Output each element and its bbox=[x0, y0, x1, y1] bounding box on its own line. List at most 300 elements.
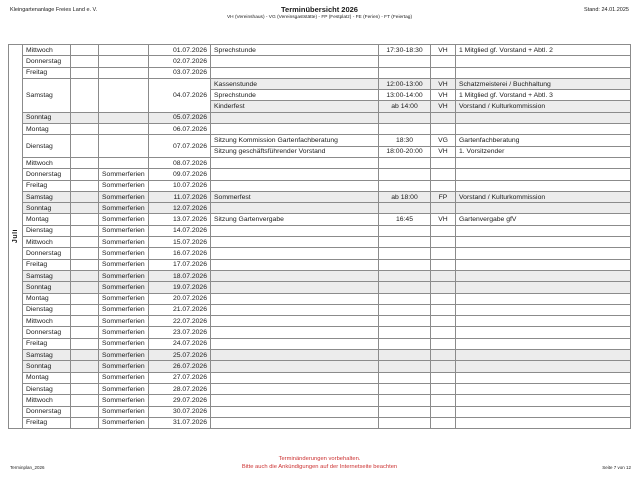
ferien-cell bbox=[99, 45, 149, 56]
ferien-cell: Sommerferien bbox=[99, 338, 149, 349]
event-cell: Sprechstunde bbox=[211, 45, 379, 56]
spacer-cell bbox=[71, 124, 99, 135]
spacer-cell bbox=[71, 180, 99, 191]
ferien-cell: Sommerferien bbox=[99, 361, 149, 372]
date-cell: 13.07.2026 bbox=[149, 214, 211, 225]
day-cell: Dienstag bbox=[23, 304, 71, 315]
day-cell: Sonntag bbox=[23, 203, 71, 214]
date-cell: 11.07.2026 bbox=[149, 191, 211, 202]
event-cell: Sitzung Kommission Gartenfachberatung bbox=[211, 135, 379, 146]
time-cell: 16:45 bbox=[379, 214, 431, 225]
responsible-cell bbox=[456, 338, 631, 349]
change-notice bbox=[0, 456, 639, 471]
ferien-cell: Sommerferien bbox=[99, 406, 149, 417]
time-cell bbox=[379, 157, 431, 168]
time-cell bbox=[379, 225, 431, 236]
spacer-cell bbox=[71, 338, 99, 349]
day-cell: Mittwoch bbox=[23, 316, 71, 327]
day-cell: Montag bbox=[23, 372, 71, 383]
spacer-cell bbox=[71, 157, 99, 168]
responsible-cell bbox=[456, 316, 631, 327]
date-cell: 24.07.2026 bbox=[149, 338, 211, 349]
schedule-row bbox=[9, 383, 631, 394]
day-cell: Samstag bbox=[23, 270, 71, 281]
day-cell: Freitag bbox=[23, 417, 71, 428]
location-cell bbox=[431, 395, 456, 406]
ferien-cell: Sommerferien bbox=[99, 237, 149, 248]
location-cell bbox=[431, 225, 456, 236]
date-cell: 09.07.2026 bbox=[149, 169, 211, 180]
schedule-row bbox=[9, 135, 631, 146]
time-cell bbox=[379, 361, 431, 372]
event-cell: Kinderfest bbox=[211, 101, 379, 112]
responsible-cell bbox=[456, 304, 631, 315]
schedule-row bbox=[9, 350, 631, 361]
location-cell bbox=[431, 259, 456, 270]
location-cell: VH bbox=[431, 90, 456, 101]
location-cell bbox=[431, 248, 456, 259]
schedule-row bbox=[9, 395, 631, 406]
day-cell: Samstag bbox=[23, 78, 71, 112]
date-cell: 01.07.2026 bbox=[149, 45, 211, 56]
day-cell: Freitag bbox=[23, 338, 71, 349]
schedule-row bbox=[9, 304, 631, 315]
schedule-row bbox=[9, 112, 631, 123]
day-cell: Dienstag bbox=[23, 383, 71, 394]
event-cell bbox=[211, 203, 379, 214]
date-cell: 31.07.2026 bbox=[149, 417, 211, 428]
responsible-cell bbox=[456, 67, 631, 78]
schedule-row bbox=[9, 237, 631, 248]
spacer-cell bbox=[71, 214, 99, 225]
document-header bbox=[0, 5, 639, 20]
day-cell: Sonntag bbox=[23, 112, 71, 123]
event-cell: Sitzung Gartenvergabe bbox=[211, 214, 379, 225]
event-cell bbox=[211, 180, 379, 191]
event-cell: Sitzung geschäftsführender Vorstand bbox=[211, 146, 379, 157]
spacer-cell bbox=[71, 417, 99, 428]
schedule-row bbox=[9, 293, 631, 304]
spacer-cell bbox=[71, 327, 99, 338]
date-cell: 17.07.2026 bbox=[149, 259, 211, 270]
spacer-cell bbox=[71, 395, 99, 406]
location-cell bbox=[431, 383, 456, 394]
day-cell: Mittwoch bbox=[23, 395, 71, 406]
time-cell bbox=[379, 316, 431, 327]
ferien-cell: Sommerferien bbox=[99, 259, 149, 270]
date-cell: 03.07.2026 bbox=[149, 67, 211, 78]
location-cell bbox=[431, 157, 456, 168]
ferien-cell: Sommerferien bbox=[99, 327, 149, 338]
day-cell: Freitag bbox=[23, 67, 71, 78]
event-cell bbox=[211, 406, 379, 417]
location-cell bbox=[431, 67, 456, 78]
legend-subtitle: VH (Vereinshaus) - VG (Vereinsgaststätte) - FP (Festplatz) - FE (Ferien) - FT (Feiertag) bbox=[226, 15, 413, 20]
schedule-row bbox=[9, 169, 631, 180]
ferien-cell: Sommerferien bbox=[99, 180, 149, 191]
date-cell: 02.07.2026 bbox=[149, 56, 211, 67]
schedule-table bbox=[8, 44, 631, 429]
spacer-cell bbox=[71, 259, 99, 270]
day-cell: Donnerstag bbox=[23, 169, 71, 180]
event-cell: Kassenstunde bbox=[211, 78, 379, 89]
responsible-cell bbox=[456, 293, 631, 304]
responsible-cell bbox=[456, 180, 631, 191]
day-cell: Donnerstag bbox=[23, 56, 71, 67]
schedule-row bbox=[9, 214, 631, 225]
time-cell: 13:00-14:00 bbox=[379, 90, 431, 101]
schedule-row bbox=[9, 191, 631, 202]
responsible-cell: Vorstand / Kulturkommission bbox=[456, 101, 631, 112]
location-cell bbox=[431, 124, 456, 135]
responsible-cell bbox=[456, 259, 631, 270]
spacer-cell bbox=[71, 112, 99, 123]
event-cell bbox=[211, 372, 379, 383]
schedule-row bbox=[9, 361, 631, 372]
responsible-cell bbox=[456, 157, 631, 168]
ferien-cell bbox=[99, 157, 149, 168]
day-cell: Samstag bbox=[23, 350, 71, 361]
spacer-cell bbox=[71, 293, 99, 304]
day-cell: Mittwoch bbox=[23, 237, 71, 248]
day-cell: Dienstag bbox=[23, 225, 71, 236]
date-cell: 18.07.2026 bbox=[149, 270, 211, 281]
time-cell bbox=[379, 383, 431, 394]
event-cell bbox=[211, 248, 379, 259]
location-cell bbox=[431, 56, 456, 67]
time-cell: 12:00-13:00 bbox=[379, 78, 431, 89]
responsible-cell: Gartenfachberatung bbox=[456, 135, 631, 146]
responsible-cell bbox=[456, 395, 631, 406]
event-cell bbox=[211, 67, 379, 78]
spacer-cell bbox=[71, 372, 99, 383]
stand-date: Stand: 24.01.2025 bbox=[584, 7, 629, 13]
spacer-cell bbox=[71, 361, 99, 372]
schedule-row bbox=[9, 417, 631, 428]
date-cell: 12.07.2026 bbox=[149, 203, 211, 214]
location-cell bbox=[431, 237, 456, 248]
responsible-cell: Vorstand / Kulturkommission bbox=[456, 191, 631, 202]
responsible-cell bbox=[456, 372, 631, 383]
ferien-cell: Sommerferien bbox=[99, 225, 149, 236]
responsible-cell bbox=[456, 124, 631, 135]
responsible-cell bbox=[456, 406, 631, 417]
responsible-cell bbox=[456, 169, 631, 180]
time-cell bbox=[379, 180, 431, 191]
ferien-cell: Sommerferien bbox=[99, 214, 149, 225]
time-cell bbox=[379, 406, 431, 417]
notice-line-1: Terminänderungen vorbehalten. bbox=[278, 456, 361, 462]
time-cell: ab 18:00 bbox=[379, 191, 431, 202]
responsible-cell bbox=[456, 383, 631, 394]
ferien-cell bbox=[99, 124, 149, 135]
date-cell: 28.07.2026 bbox=[149, 383, 211, 394]
ferien-cell bbox=[99, 78, 149, 112]
spacer-cell bbox=[71, 270, 99, 281]
location-cell bbox=[431, 169, 456, 180]
notice-line-2: Bitte auch die Ankündigungen auf der Internetseite beachten bbox=[241, 463, 398, 470]
time-cell bbox=[379, 270, 431, 281]
schedule-row bbox=[9, 248, 631, 259]
schedule-row bbox=[9, 406, 631, 417]
date-cell: 04.07.2026 bbox=[149, 78, 211, 112]
time-cell bbox=[379, 248, 431, 259]
date-cell: 23.07.2026 bbox=[149, 327, 211, 338]
ferien-cell: Sommerferien bbox=[99, 372, 149, 383]
ferien-cell: Sommerferien bbox=[99, 383, 149, 394]
event-cell bbox=[211, 237, 379, 248]
schedule-row bbox=[9, 203, 631, 214]
responsible-cell bbox=[456, 350, 631, 361]
ferien-cell: Sommerferien bbox=[99, 169, 149, 180]
date-cell: 29.07.2026 bbox=[149, 395, 211, 406]
date-cell: 27.07.2026 bbox=[149, 372, 211, 383]
date-cell: 16.07.2026 bbox=[149, 248, 211, 259]
date-cell: 08.07.2026 bbox=[149, 157, 211, 168]
spacer-cell bbox=[71, 237, 99, 248]
day-cell: Montag bbox=[23, 293, 71, 304]
time-cell bbox=[379, 124, 431, 135]
schedule-row bbox=[9, 124, 631, 135]
date-cell: 14.07.2026 bbox=[149, 225, 211, 236]
schedule-row bbox=[9, 270, 631, 281]
date-cell: 07.07.2026 bbox=[149, 135, 211, 158]
event-cell bbox=[211, 225, 379, 236]
date-cell: 22.07.2026 bbox=[149, 316, 211, 327]
spacer-cell bbox=[71, 282, 99, 293]
location-cell bbox=[431, 406, 456, 417]
event-cell bbox=[211, 361, 379, 372]
event-cell bbox=[211, 157, 379, 168]
spacer-cell bbox=[71, 225, 99, 236]
day-cell: Donnerstag bbox=[23, 248, 71, 259]
location-cell bbox=[431, 338, 456, 349]
location-cell bbox=[431, 327, 456, 338]
event-cell bbox=[211, 350, 379, 361]
schedule-row bbox=[9, 78, 631, 89]
date-cell: 19.07.2026 bbox=[149, 282, 211, 293]
event-cell bbox=[211, 327, 379, 338]
ferien-cell: Sommerferien bbox=[99, 282, 149, 293]
responsible-cell bbox=[456, 282, 631, 293]
day-cell: Montag bbox=[23, 214, 71, 225]
month-label-text: Juli bbox=[12, 228, 19, 243]
schedule-row bbox=[9, 56, 631, 67]
responsible-cell bbox=[456, 327, 631, 338]
spacer-cell bbox=[71, 67, 99, 78]
date-cell: 06.07.2026 bbox=[149, 124, 211, 135]
time-cell: 18:00-20:00 bbox=[379, 146, 431, 157]
spacer-cell bbox=[71, 45, 99, 56]
schedule-row bbox=[9, 180, 631, 191]
time-cell: 17:30-18:30 bbox=[379, 45, 431, 56]
location-cell: VG bbox=[431, 135, 456, 146]
location-cell: VH bbox=[431, 214, 456, 225]
schedule-row bbox=[9, 67, 631, 78]
location-cell bbox=[431, 417, 456, 428]
location-cell bbox=[431, 372, 456, 383]
day-cell: Dienstag bbox=[23, 135, 71, 158]
time-cell bbox=[379, 56, 431, 67]
spacer-cell bbox=[71, 383, 99, 394]
date-cell: 20.07.2026 bbox=[149, 293, 211, 304]
time-cell bbox=[379, 282, 431, 293]
time-cell bbox=[379, 417, 431, 428]
responsible-cell: Schatzmeisterei / Buchhaltung bbox=[456, 78, 631, 89]
responsible-cell: 1 Mitglied gf. Vorstand + Abtl. 3 bbox=[456, 90, 631, 101]
day-cell: Donnerstag bbox=[23, 406, 71, 417]
spacer-cell bbox=[71, 350, 99, 361]
date-cell: 30.07.2026 bbox=[149, 406, 211, 417]
location-cell bbox=[431, 270, 456, 281]
responsible-cell bbox=[456, 248, 631, 259]
event-cell bbox=[211, 259, 379, 270]
location-cell: VH bbox=[431, 78, 456, 89]
event-cell bbox=[211, 383, 379, 394]
location-cell: FP bbox=[431, 191, 456, 202]
responsible-cell: 1. Vorsitzender bbox=[456, 146, 631, 157]
schedule-row bbox=[9, 316, 631, 327]
day-cell: Donnerstag bbox=[23, 327, 71, 338]
event-cell bbox=[211, 338, 379, 349]
event-cell bbox=[211, 124, 379, 135]
day-cell: Freitag bbox=[23, 180, 71, 191]
ferien-cell: Sommerferien bbox=[99, 203, 149, 214]
ferien-cell: Sommerferien bbox=[99, 191, 149, 202]
event-cell bbox=[211, 316, 379, 327]
event-cell bbox=[211, 417, 379, 428]
schedule-row bbox=[9, 372, 631, 383]
day-cell: Sonntag bbox=[23, 282, 71, 293]
day-cell: Sonntag bbox=[23, 361, 71, 372]
ferien-cell: Sommerferien bbox=[99, 270, 149, 281]
time-cell bbox=[379, 259, 431, 270]
spacer-cell bbox=[71, 135, 99, 158]
spacer-cell bbox=[71, 304, 99, 315]
day-cell: Montag bbox=[23, 124, 71, 135]
spacer-cell bbox=[71, 56, 99, 67]
time-cell bbox=[379, 338, 431, 349]
date-cell: 26.07.2026 bbox=[149, 361, 211, 372]
spacer-cell bbox=[71, 78, 99, 112]
responsible-cell: Gartenvergabe gfV bbox=[456, 214, 631, 225]
location-cell bbox=[431, 361, 456, 372]
location-cell bbox=[431, 180, 456, 191]
date-cell: 10.07.2026 bbox=[149, 180, 211, 191]
time-cell bbox=[379, 304, 431, 315]
time-cell bbox=[379, 395, 431, 406]
date-cell: 25.07.2026 bbox=[149, 350, 211, 361]
schedule-row bbox=[9, 225, 631, 236]
event-cell bbox=[211, 293, 379, 304]
responsible-cell bbox=[456, 56, 631, 67]
ferien-cell: Sommerferien bbox=[99, 304, 149, 315]
event-cell bbox=[211, 56, 379, 67]
schedule-row bbox=[9, 282, 631, 293]
time-cell bbox=[379, 293, 431, 304]
page-title: Terminübersicht 2026 bbox=[281, 5, 358, 14]
time-cell bbox=[379, 169, 431, 180]
file-name: Terminplan_2026 bbox=[10, 465, 45, 470]
time-cell bbox=[379, 67, 431, 78]
responsible-cell bbox=[456, 237, 631, 248]
ferien-cell bbox=[99, 67, 149, 78]
ferien-cell: Sommerferien bbox=[99, 316, 149, 327]
schedule-body bbox=[9, 45, 631, 429]
location-cell bbox=[431, 304, 456, 315]
time-cell bbox=[379, 237, 431, 248]
responsible-cell: 1 Mitglied gf. Vorstand + Abtl. 2 bbox=[456, 45, 631, 56]
ferien-cell: Sommerferien bbox=[99, 395, 149, 406]
ferien-cell: Sommerferien bbox=[99, 417, 149, 428]
ferien-cell bbox=[99, 56, 149, 67]
responsible-cell bbox=[456, 270, 631, 281]
time-cell bbox=[379, 112, 431, 123]
event-cell bbox=[211, 304, 379, 315]
spacer-cell bbox=[71, 248, 99, 259]
day-cell: Freitag bbox=[23, 259, 71, 270]
day-cell: Samstag bbox=[23, 191, 71, 202]
spacer-cell bbox=[71, 316, 99, 327]
schedule-row bbox=[9, 157, 631, 168]
month-label bbox=[9, 45, 23, 429]
event-cell bbox=[211, 395, 379, 406]
day-cell: Mittwoch bbox=[23, 45, 71, 56]
schedule-row bbox=[9, 45, 631, 56]
event-cell: Sprechstunde bbox=[211, 90, 379, 101]
responsible-cell bbox=[456, 112, 631, 123]
spacer-cell bbox=[71, 203, 99, 214]
event-cell bbox=[211, 270, 379, 281]
spacer-cell bbox=[71, 191, 99, 202]
responsible-cell bbox=[456, 361, 631, 372]
schedule-row bbox=[9, 338, 631, 349]
location-cell bbox=[431, 316, 456, 327]
location-cell bbox=[431, 282, 456, 293]
ferien-cell: Sommerferien bbox=[99, 293, 149, 304]
responsible-cell bbox=[456, 203, 631, 214]
event-cell bbox=[211, 112, 379, 123]
date-cell: 21.07.2026 bbox=[149, 304, 211, 315]
time-cell: 18:30 bbox=[379, 135, 431, 146]
spacer-cell bbox=[71, 406, 99, 417]
time-cell bbox=[379, 203, 431, 214]
location-cell bbox=[431, 112, 456, 123]
schedule-row bbox=[9, 327, 631, 338]
event-cell: Sommerfest bbox=[211, 191, 379, 202]
page-number: Seite 7 von 12 bbox=[602, 465, 631, 470]
spacer-cell bbox=[71, 169, 99, 180]
location-cell: VH bbox=[431, 101, 456, 112]
time-cell bbox=[379, 372, 431, 383]
org-name: Kleingartenanlage Freies Land e. V. bbox=[10, 7, 98, 13]
time-cell bbox=[379, 327, 431, 338]
ferien-cell: Sommerferien bbox=[99, 350, 149, 361]
event-cell bbox=[211, 282, 379, 293]
event-cell bbox=[211, 169, 379, 180]
ferien-cell bbox=[99, 135, 149, 158]
schedule-row bbox=[9, 259, 631, 270]
day-cell: Mittwoch bbox=[23, 157, 71, 168]
location-cell bbox=[431, 203, 456, 214]
responsible-cell bbox=[456, 225, 631, 236]
date-cell: 05.07.2026 bbox=[149, 112, 211, 123]
ferien-cell bbox=[99, 112, 149, 123]
time-cell: ab 14:00 bbox=[379, 101, 431, 112]
responsible-cell bbox=[456, 417, 631, 428]
location-cell: VH bbox=[431, 45, 456, 56]
location-cell bbox=[431, 350, 456, 361]
